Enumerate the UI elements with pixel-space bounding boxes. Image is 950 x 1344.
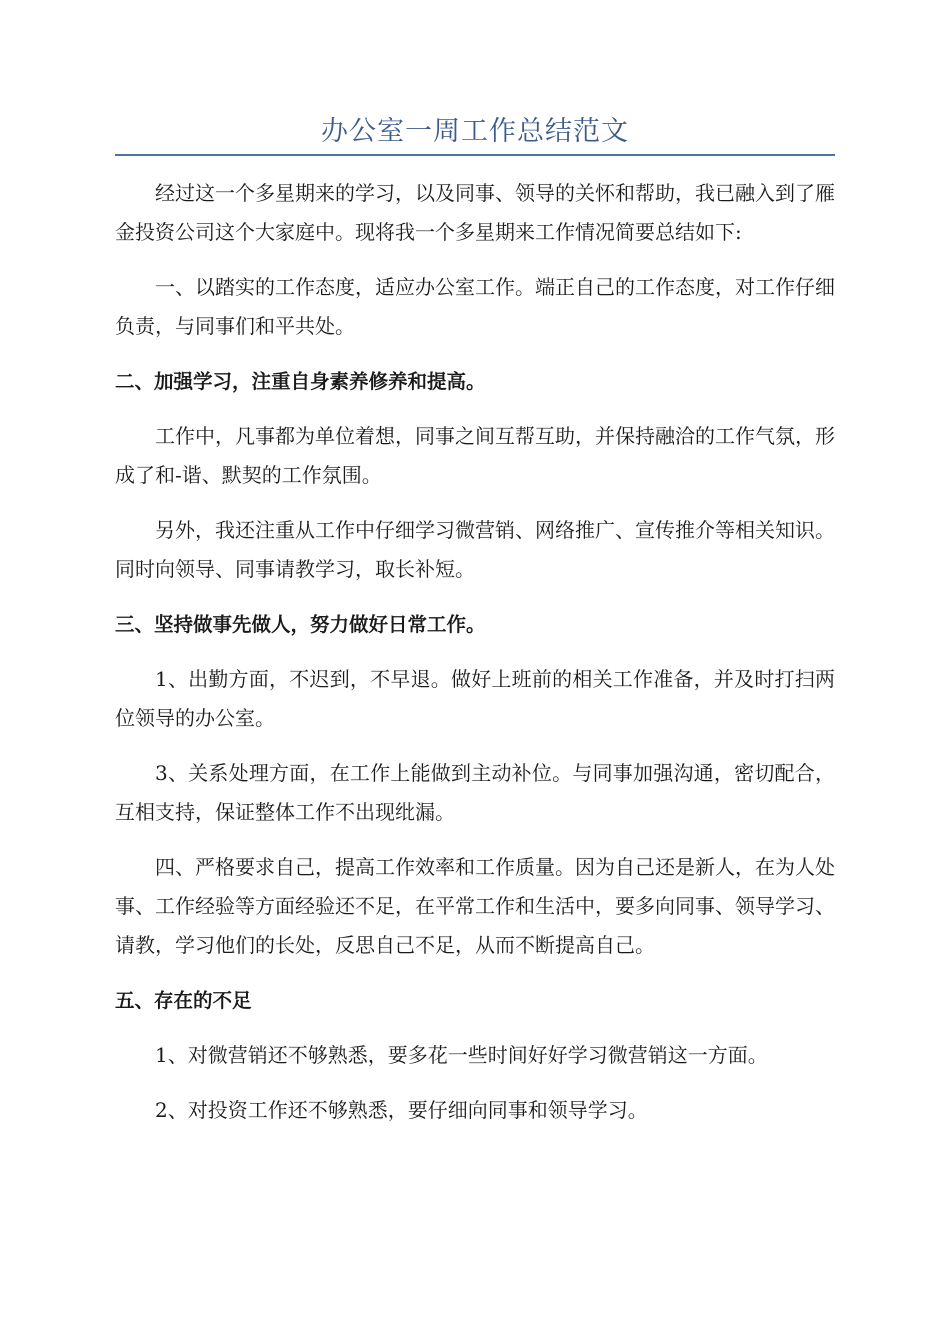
paragraph-teamwork: 工作中，凡事都为单位着想，同事之间互帮互助，并保持融洽的工作气氛，形成了和-谐、默契的工作氛围。 <box>115 424 835 487</box>
section-heading-2: 二、加强学习，注重自身素养修养和提高。 <box>115 370 486 393</box>
paragraph-section-1: 一、以踏实的工作态度，适应办公室工作。端正自己的工作态度，对工作仔细负责，与同事们和平共处。 <box>115 275 835 338</box>
document-body <box>115 174 835 1146</box>
paragraph-relations: 3、关系处理方面，在工作上能做到主动补位。与同事加强沟通，密切配合，互相支持，保证整体工作不出现纰漏。 <box>115 761 835 824</box>
paragraph-learning: 另外，我还注重从工作中仔细学习微营销、网络推广、宣传推介等相关知识。同时向领导、同事请教学习，取长补短。 <box>115 518 835 581</box>
paragraph-section-4: 四、严格要求自己，提高工作效率和工作质量。因为自己还是新人，在为人处事、工作经验等方面经验还不足，在平常工作和生活中，要多向同事、领导学习、请教，学习他们的长处，反思自己不足，从而不断提高自己。 <box>115 855 835 957</box>
section-heading-5: 五、存在的不足 <box>115 989 252 1012</box>
paragraph-shortcoming-2: 2、对投资工作还不够熟悉，要仔细向同事和领导学习。 <box>155 1098 648 1122</box>
document-title: 办公室一周工作总结范文 <box>321 116 629 147</box>
paragraph-intro: 经过这一个多星期来的学习，以及同事、领导的关怀和帮助，我已融入到了雁金投资公司这个大家庭中。现将我一个多星期来工作情况简要总结如下: <box>115 181 835 244</box>
section-heading-3: 三、坚持做事先做人，努力做好日常工作。 <box>115 613 486 636</box>
title-underline <box>115 154 835 156</box>
paragraph-shortcoming-1: 1、对微营销还不够熟悉，要多花一些时间好好学习微营销这一方面。 <box>155 1043 768 1067</box>
paragraph-attendance: 1、出勤方面，不迟到，不早退。做好上班前的相关工作准备，并及时打扫两位领导的办公室。 <box>115 667 835 730</box>
